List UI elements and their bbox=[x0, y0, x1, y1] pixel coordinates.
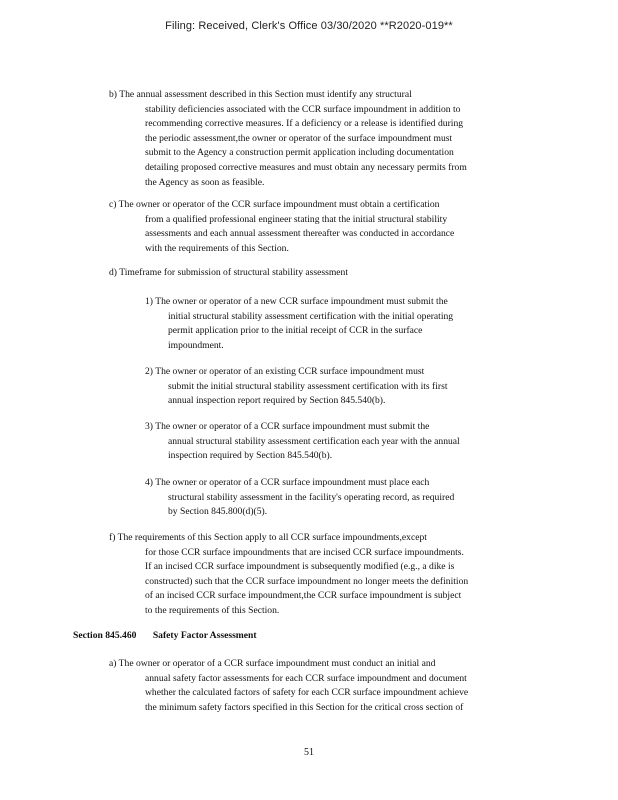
text-line: annual inspection report required by Section 845.540(b). bbox=[168, 395, 386, 407]
text-line: b) The annual assessment described in this Section must identify any structural bbox=[109, 89, 412, 100]
text-line: structural stability assessment in the facility's operating record, as required bbox=[168, 491, 455, 503]
section-title: Safety Factor Assessment bbox=[152, 630, 257, 641]
text-line: for those CCR surface impoundments that are incised CCR surface impoundments. bbox=[145, 546, 464, 558]
paragraph-b bbox=[109, 88, 467, 190]
text-line: by Section 845.800(d)(5). bbox=[168, 506, 268, 518]
text-line: from a qualified professional engineer stating that the initial structural stability bbox=[145, 213, 448, 225]
page-number: 51 bbox=[304, 747, 314, 758]
text-line: submit the initial structural stability assessment certification with its first bbox=[168, 380, 448, 392]
text-line: detailing proposed corrective measures and must obtain any necessary permits from bbox=[145, 161, 467, 173]
subparagraph-d1 bbox=[145, 295, 453, 353]
text-line: 1) The owner or operator of a new CCR surface impoundment must submit the bbox=[145, 296, 448, 307]
text-line: 4) The owner or operator of a CCR surface impoundment must place each bbox=[145, 477, 430, 488]
text-line: assessments and each annual assessment thereafter was conducted in accordance bbox=[145, 228, 455, 240]
text-line: the periodic assessment,the owner or operator of the surface impoundment must bbox=[145, 132, 453, 144]
text-line: constructed) such that the CCR surface impoundment no longer meets the definition bbox=[145, 575, 469, 587]
text-line: with the requirements of this Section. bbox=[145, 242, 289, 254]
text-line: f) The requirements of this Section apply to all CCR surface impoundments,except bbox=[109, 532, 427, 543]
text-line: d) Timeframe for submission of structural stability assessment bbox=[109, 267, 349, 278]
section-number: Section 845.460 bbox=[73, 630, 137, 641]
subparagraph-d3 bbox=[145, 420, 460, 464]
text-line: whether the calculated factors of safety for each CCR surface impoundment achieve bbox=[145, 687, 469, 699]
text-line: annual structural stability assessment certification each year with the annual bbox=[168, 435, 460, 447]
section-heading bbox=[73, 630, 271, 641]
subparagraph-d2 bbox=[145, 365, 448, 409]
text-line: the minimum safety factors specified in this Section for the critical cross section of bbox=[145, 701, 464, 713]
paragraph-a bbox=[109, 657, 468, 715]
text-line: submit to the Agency a construction permit application including documentation bbox=[145, 147, 454, 159]
text-line: 3) The owner or operator of a CCR surface impoundment must submit the bbox=[145, 421, 430, 432]
subparagraph-d4 bbox=[145, 476, 454, 520]
text-line: of an incised CCR surface impoundment,the CCR surface impoundment is subject bbox=[145, 590, 462, 602]
text-line: to the requirements of this Section. bbox=[145, 604, 280, 616]
text-line: If an incised CCR surface impoundment is subsequently modified (e.g., a dike is bbox=[145, 561, 455, 573]
paragraph-d bbox=[109, 266, 348, 281]
text-line: stability deficiencies associated with the CCR surface impoundment in addition to bbox=[145, 103, 461, 115]
text-line: inspection required by Section 845.540(b). bbox=[168, 450, 333, 462]
text-line: recommending corrective measures. If a deficiency or a release is identified during bbox=[145, 118, 464, 130]
paragraph-c bbox=[109, 198, 454, 256]
text-line: c) The owner or operator of the CCR surface impoundment must obtain a certification bbox=[109, 199, 440, 210]
filing-header: Filing: Received, Clerk's Office 03/30/2020 **R2020-019** bbox=[165, 20, 453, 32]
text-line: permit application prior to the initial receipt of CCR in the surface bbox=[168, 325, 423, 337]
text-line: initial structural stability assessment certification with the initial operating bbox=[168, 310, 454, 322]
text-line: 2) The owner or operator of an existing CCR surface impoundment must bbox=[145, 366, 425, 377]
text-line: impoundment. bbox=[168, 339, 224, 351]
paragraph-f bbox=[109, 531, 468, 619]
text-line: annual safety factor assessments for each CCR surface impoundment and document bbox=[145, 672, 467, 684]
text-line: a) The owner or operator of a CCR surface impoundment must conduct an initial and bbox=[109, 658, 436, 669]
text-line: the Agency as soon as feasible. bbox=[145, 176, 265, 188]
